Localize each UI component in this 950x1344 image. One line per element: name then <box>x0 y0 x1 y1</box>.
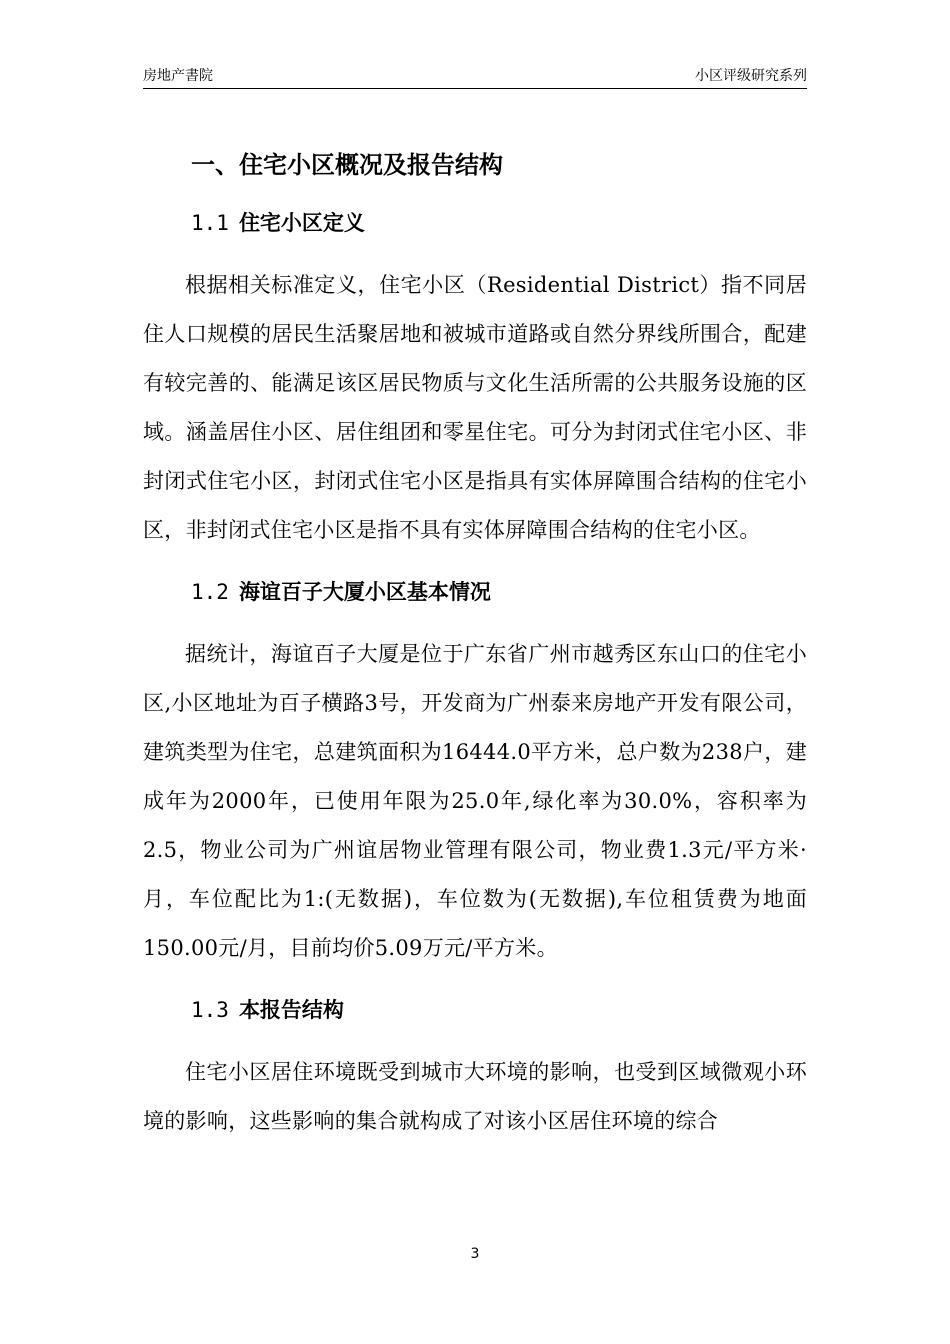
subsection-title: 海谊百子大厦小区基本情况 <box>238 580 491 604</box>
subsection-number: 1.1 <box>191 211 229 235</box>
subsection-number: 1.3 <box>191 998 229 1022</box>
subsection-number: 1.2 <box>191 580 229 604</box>
document-body <box>143 140 807 1146</box>
subsection-heading-1-1 <box>191 199 807 247</box>
subsection-title: 本报告结构 <box>238 998 344 1022</box>
paragraph-basic-info: 据统计，海谊百子大厦是位于广东省广州市越秀区东山口的住宅小区,小区地址为百子横路3号，开发商为广州泰来房地产开发有限公司，建筑类型为住宅，总建筑面积为16444.0平方米，总户数为238户，建成年为2000年，已使用年限为25.0年,绿化率为30.0%，容积率为2.5，物业公司为广州谊居物业管理有限公司，物业费1.3元/平方米·月，车位配比为1:(无数据)，车位数为(无数据),车位租赁费为地面150.00元/月，目前均价5.09万元/平方米。 <box>143 642 807 960</box>
subsection-heading-1-3 <box>191 986 807 1034</box>
page-header <box>143 66 807 89</box>
page-number: 3 <box>470 1246 480 1262</box>
paragraph-report-structure: 住宅小区居住环境既受到城市大环境的影响，也受到区域微观小环境的影响，这些影响的集合就构成了对该小区居住环境的综合 <box>143 1060 807 1133</box>
header-publisher: 房地产書院 <box>143 68 213 84</box>
subsection-heading-1-2 <box>191 568 807 616</box>
section-heading: 一、住宅小区概况及报告结构 <box>191 151 503 179</box>
paragraph-definition: 根据相关标准定义，住宅小区（Residential District）指不同居住人口规模的居民生活聚居地和被城市道路或自然分界线所围合，配建有较完善的、能满足该区居民物质与文化生活所需的公共服务设施的区域。涵盖居住小区、居住组团和零星住宅。可分为封闭式住宅小区、非封闭式住宅小区，封闭式住宅小区是指具有实体屏障围合结构的住宅小区，非封闭式住宅小区是指不具有实体屏障围合结构的住宅小区。 <box>143 273 807 542</box>
header-series-title: 小区评级研究系列 <box>695 68 807 84</box>
subsection-title: 住宅小区定义 <box>238 211 365 235</box>
